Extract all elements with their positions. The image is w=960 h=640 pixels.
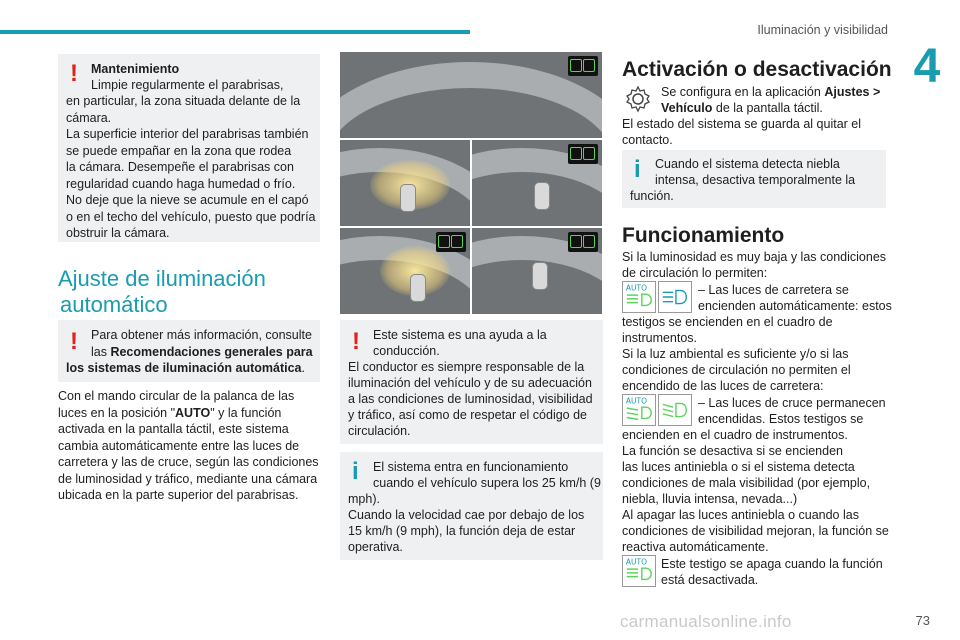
settings-gear-icon <box>622 83 654 115</box>
text-line: Con el mando circular de la palanca de las <box>58 389 295 403</box>
text-line: y tráfico, así como de respetar el código de <box>348 408 588 422</box>
text-line: niebla, lluvia intensa, nevada...) <box>622 492 798 506</box>
text-line: condiciones de visibilidad mejoran, la función se <box>622 524 889 538</box>
text-line: Si la luz ambiental es suficiente y/o si las <box>622 347 849 361</box>
text-line: Este sistema es una ayuda a la <box>373 328 547 342</box>
text-line: La superficie interior del parabrisas también <box>66 127 309 141</box>
text-line: función. <box>630 189 674 203</box>
text-line: las Recomendaciones generales para <box>91 345 313 359</box>
text-line: está desactivada. <box>661 573 759 587</box>
text-line: No deje que la nieve se acumule en el capó <box>66 193 309 207</box>
headlamp-indicator-icon <box>436 232 466 252</box>
text-line: Vehículo de la pantalla táctil. <box>661 101 823 115</box>
text-line: conducción. <box>373 344 440 358</box>
watermark: carmanualsonline.info <box>620 612 792 631</box>
text-line: encendido de las luces de carretera: <box>622 379 824 393</box>
text-line: Cuando el sistema detecta niebla <box>655 157 840 171</box>
text-line: Se configura en la aplicación Ajustes > <box>661 85 881 99</box>
section-title: Iluminación y visibilidad <box>757 23 888 37</box>
text-line: activada en la pantalla táctil, este sistema <box>58 422 289 436</box>
text-line: – Las luces de cruce permanecen <box>698 396 886 410</box>
auto-low-beam-icon <box>622 394 656 426</box>
text-line: cuando el vehículo supera los 25 km/h (9 <box>373 476 601 490</box>
text-line: de luminosidad y tráfico, mediante una cámara <box>58 472 318 486</box>
illustration-bottom-right <box>472 228 602 314</box>
heading-activation: Activación o desactivación <box>622 58 892 81</box>
text-line: a las condiciones de luminosidad, visibilidad <box>348 392 593 406</box>
text-line: ubicada en la parte superior del parabrisas. <box>58 488 299 502</box>
text-line: El estado del sistema se guarda al quitar el <box>622 117 862 131</box>
section-heading: Ajuste de iluminación automático <box>58 266 266 317</box>
text-line: circulación. <box>348 424 411 438</box>
text-line: testigos se encienden en el cuadro de <box>622 315 833 329</box>
page-number: 73 <box>915 613 930 628</box>
svg-text:AUTO: AUTO <box>625 283 647 293</box>
text-line: Para obtener más información, consulte <box>91 328 312 342</box>
warning-icon: ! <box>352 328 360 355</box>
text-line: luces en la posición "AUTO" y la función <box>58 406 282 420</box>
text-line: cambia automáticamente entre las luces de <box>58 439 300 453</box>
text-line: intensa, desactiva temporalmente la <box>655 173 856 187</box>
illustration-mid-right <box>472 140 602 226</box>
info-icon: i <box>634 156 641 183</box>
text-line: de circulación lo permiten: <box>622 266 768 280</box>
header-bar <box>0 30 470 34</box>
info-icon: i <box>352 458 359 485</box>
warning-icon: ! <box>70 60 78 87</box>
text-line: Al apagar las luces antiniebla o cuando las <box>622 508 859 522</box>
text-line: mph). <box>348 492 380 506</box>
text-line: – Las luces de carretera se <box>698 283 849 297</box>
text-line: los sistemas de iluminación automática. <box>66 361 305 375</box>
high-beam-icon <box>658 281 692 313</box>
text-line: reactiva automáticamente. <box>622 540 769 554</box>
warning-icon: ! <box>70 328 78 355</box>
headlamp-indicator-icon <box>568 56 598 76</box>
svg-text:AUTO: AUTO <box>625 396 647 406</box>
text-line: o en el techo del vehículo, puesto que podría <box>66 210 316 224</box>
maintenance-title: Mantenimiento <box>91 62 180 76</box>
svg-text:AUTO: AUTO <box>625 557 647 567</box>
text-line: contacto. <box>622 133 673 147</box>
text-line: obstruir la cámara. <box>66 226 170 240</box>
text-line: regularidad cuando haga humedad o frío. <box>66 177 296 191</box>
text-line: condiciones de circulación no permiten el <box>622 363 851 377</box>
illustration-bottom-left <box>340 228 470 314</box>
text-line: El sistema entra en funcionamiento <box>373 460 569 474</box>
text-line: cámara. <box>66 111 112 125</box>
text-line: Cuando la velocidad cae por debajo de los <box>348 508 585 522</box>
text-line: la cámara. Desempeñe el parabrisas con <box>66 160 294 174</box>
text-line: operativa. <box>348 540 403 554</box>
illustration-mid-left <box>340 140 470 226</box>
illustration-top <box>340 52 602 138</box>
headlamp-indicator-icon <box>568 232 598 252</box>
text-line: Este testigo se apaga cuando la función <box>661 557 883 571</box>
text-line: en particular, la zona situada delante de la <box>66 94 301 108</box>
chapter-number: 4 <box>913 40 941 93</box>
text-line: carretera y las de cruce, según las condiciones <box>58 455 319 469</box>
text-line: encienden automáticamente: estos <box>698 299 892 313</box>
text-line: El conductor es siempre responsable de la <box>348 360 585 374</box>
text-line: Si la luminosidad es muy baja y las condiciones <box>622 250 887 264</box>
text-line: se puede empañar en la zona que rodea <box>66 144 292 158</box>
headlamp-indicator-icon <box>568 144 598 164</box>
auto-high-beam-icon <box>622 281 656 313</box>
heading-operation: Funcionamiento <box>622 224 785 247</box>
text-line: condiciones de mala visibilidad (por ejemplo, <box>622 476 871 490</box>
text-line: Limpie regularmente el parabrisas, <box>91 78 284 92</box>
text-line: 15 km/h (9 mph), la función deja de estar <box>348 524 576 538</box>
text-line: La función se desactiva si se encienden <box>622 444 843 458</box>
text-line: las luces antiniebla o si el sistema detecta <box>622 460 855 474</box>
auto-lighting-off-icon <box>622 555 656 587</box>
text-line: encienden en el cuadro de instrumentos. <box>622 428 848 442</box>
text-line: instrumentos. <box>622 331 698 345</box>
text-line: iluminación del vehículo y de su adecuación <box>348 376 592 390</box>
low-beam-icon <box>658 394 692 426</box>
text-line: encendidas. Estos testigos se <box>698 412 864 426</box>
